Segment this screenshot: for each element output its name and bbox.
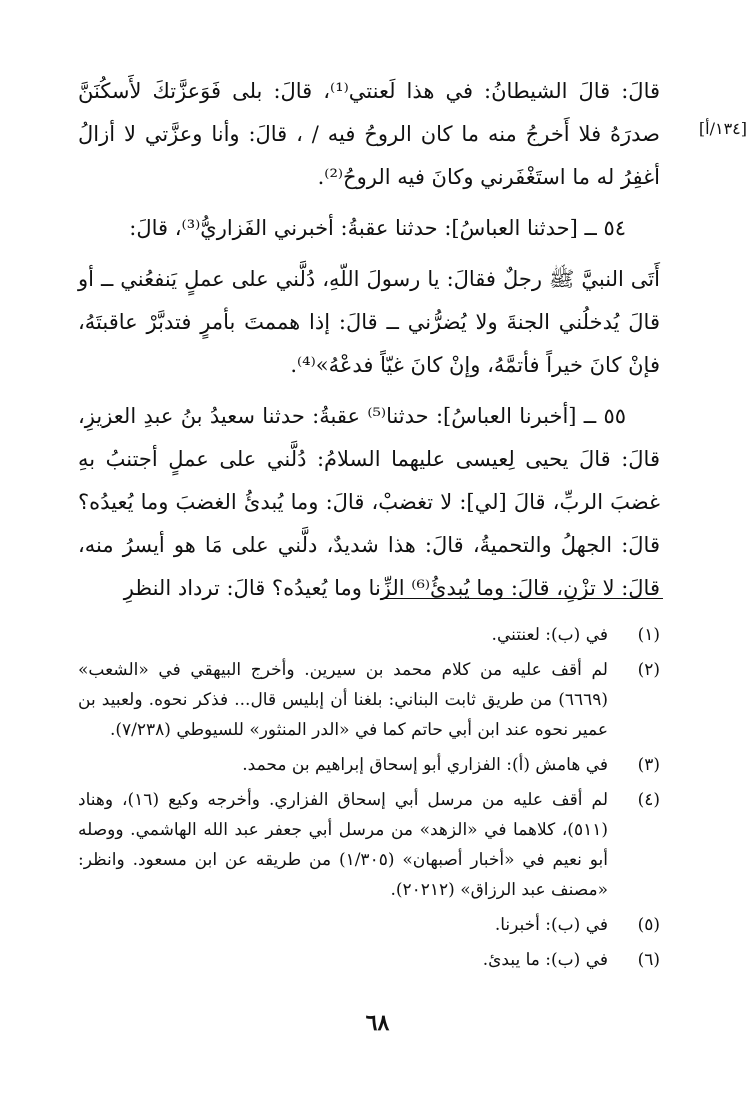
footnote-text: لم أقف عليه من كلام محمد بن سيرين. وأخرج البيهقي في «الشعب» (٦٦٦٩) من طريق ثابت البناني: بلغنا أن إبليس قال... فذكر نحوه. ولعبيد بن عمير نحوه عند ابن أبي حاتم كما في «الدر المنثور» للسيوطي (٧/٢٣٨). — [78, 660, 608, 740]
manuscript-folio-marker: [١٣٤/أ] — [698, 119, 747, 138]
footnote — [78, 750, 660, 780]
paragraph-3: أَتَى النبيَّ ﷺ رجلٌ فقالَ: يا رسولَ اللّهِ، دُلَّني على عملٍ يَنفعُني ــ أو قالَ يُدخلُني الجنةَ ولا يُضرُّني ــ قالَ: إذا هممتَ بأمرٍ فتدبَّرْ عاقبتَهُ، فإنْ كانَ خيراً فأتمَّهُ، وإنْ كانَ غيّاً فدعْهُ»⁽⁴⁾. — [78, 267, 660, 377]
footnote-number: (٦) — [637, 950, 660, 970]
footnote — [78, 910, 660, 940]
footnote-number: (٢) — [637, 660, 660, 680]
footnote-number: (١) — [637, 625, 660, 645]
footnote — [78, 620, 660, 650]
paragraph-2: ٥٤ ــ [حدثنا العباسُ]: حدثنا عقبةُ: أخبرني الفَزاريُّ⁽³⁾، قالَ: — [129, 216, 626, 240]
footnote — [78, 785, 660, 905]
footnotes — [78, 620, 660, 980]
footnote-text: في (ب): لعنتني. — [491, 625, 608, 645]
footnote-number: (٤) — [637, 790, 660, 810]
footnote-number: (٣) — [637, 755, 660, 775]
footnote — [78, 945, 660, 975]
footnote-text: في هامش (أ): الفزاري أبو إسحاق إبراهيم بن محمد. — [242, 755, 608, 775]
page-number: ٦٨ — [365, 1010, 390, 1036]
footnote-divider — [381, 598, 663, 599]
paragraph-1: قالَ: قالَ الشيطانُ: في هذا لَعنتي⁽¹⁾، قالَ: بلى فَوَعزَّتكَ لأَسكُنَنَّ صدرَهُ فلا أَخرجُ منه ما كان الروحُ فيه / ، قالَ: وأنا وعزَّتي لا أزالُ أغفِرُ له ما استَغْفَرني وكانَ فيه الروحُ⁽²⁾. — [78, 79, 661, 189]
main-text — [78, 70, 660, 618]
paragraph-4: ٥٥ ــ [أخبرنا العباسُ]: حدثنا⁽⁵⁾ عقبةُ: حدثنا سعيدُ بنُ عبدِ العزيزِ، قالَ: قالَ يحيى لِعيسى عليهما السلامُ: دُلَّني على عملٍ أجتنبُ بهِ غضبَ الربِّ، قالَ [لي]: لا تغضبْ، قالَ: وما يُبدئُ الغضبَ وما يُعيدُه؟ قالَ: الجهلُ والتحميةُ، قالَ: هذا شديدٌ، دلَّني على مَا هو أيسرُ منه، قالَ: لا تزْنِ، قالَ: وما يُبدئُ⁽⁶⁾ الزِّنا وما يُعيدُه؟ قالَ: ترداد النظرِ — [78, 404, 660, 600]
footnote-text: في (ب): أخبرنا. — [494, 915, 608, 935]
footnote-number: (٥) — [637, 915, 660, 935]
footnote — [78, 655, 660, 745]
footnote-text: لم أقف عليه من مرسل أبي إسحاق الفزاري. وأخرجه وكيع (١٦)، وهناد (٥١١)، كلاهما في «الزهد» من مرسل أبي جعفر عبد الله الهاشمي. ووصله أبو نعيم في «أخبار أصبهان» (١/٣٠٥) من طريقه عن ابن مسعود. وانظر: «مصنف عبد الرزاق» (٢٠٢١٢). — [78, 790, 608, 900]
footnote-text: في (ب): ما يبدئ. — [482, 950, 608, 970]
